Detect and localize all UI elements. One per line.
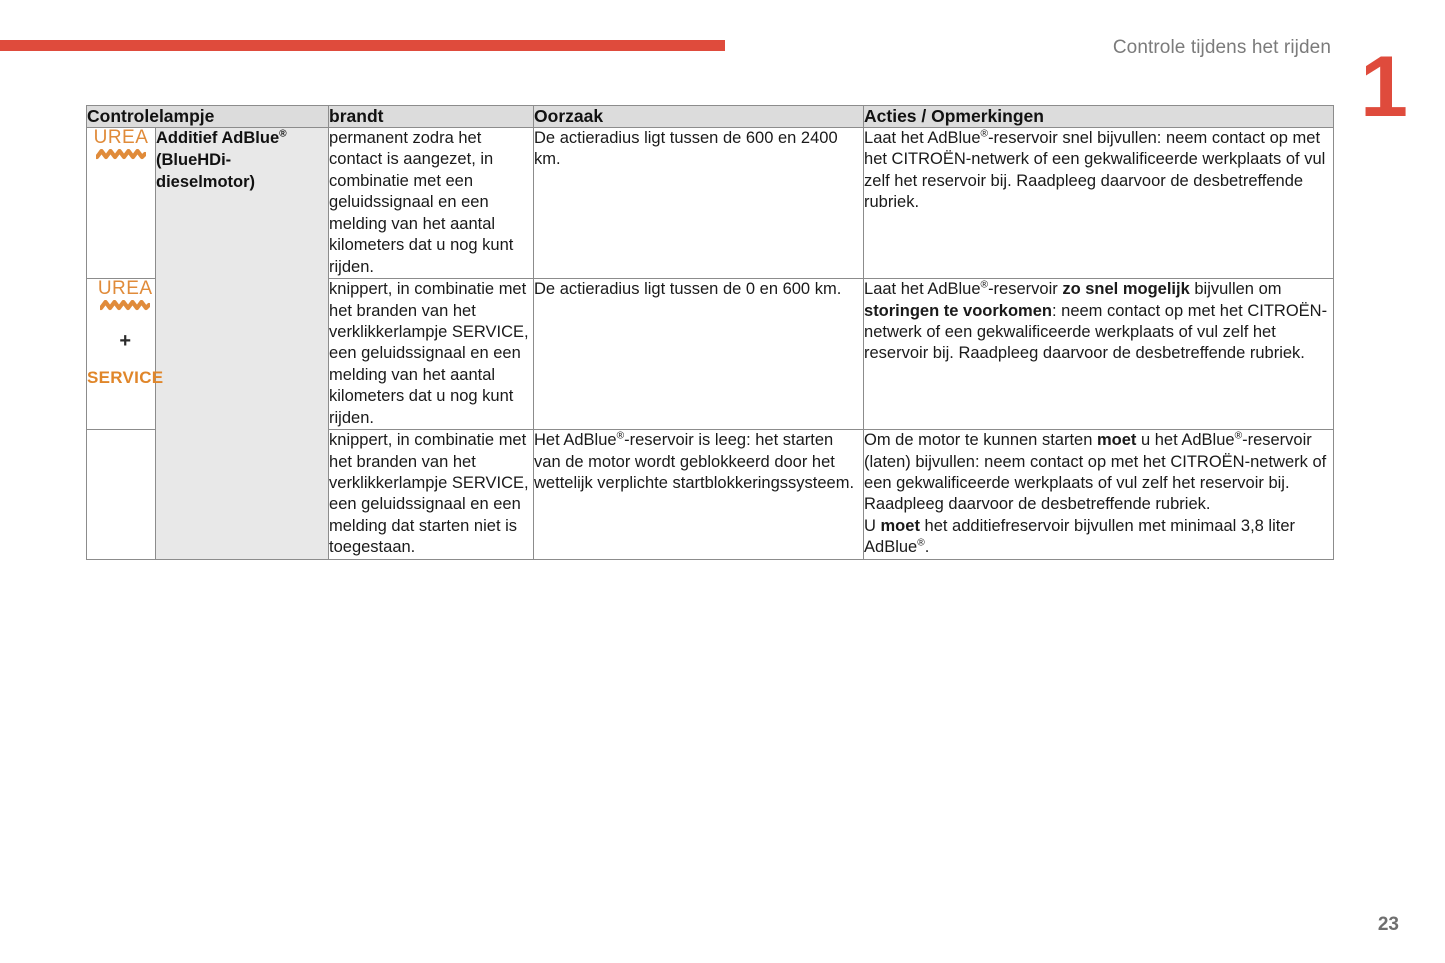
column-header-brandt: brandt (329, 106, 534, 128)
acties-text-part-4: : neem contact op met het CITROËN-netwerk of een gekwalificeerde werkplaats of vul zelf het reservoir bij. Raadpleeg daarvoor de desbetreffende rubriek. (864, 301, 1328, 363)
table-header (87, 106, 1334, 128)
acties-cell-2 (864, 279, 1334, 430)
registered-mark: ® (1234, 430, 1243, 442)
table-body (87, 128, 1334, 560)
warning-lamp-icon-cell-1 (87, 128, 156, 279)
acties-emphasis-1: moet (1096, 431, 1137, 450)
acties-text-part-2: -reservoir (988, 280, 1063, 299)
name-line-2: (BlueHDi- (156, 150, 232, 169)
acties-text-part-2: u het AdBlue (1136, 431, 1235, 450)
name-line-3: dieselmotor) (156, 172, 256, 191)
acties-text-part-6: . (924, 538, 930, 557)
acties-text-part-3: -reservoir (laten) bijvullen: neem contact op met het CITROËN-netwerk of een gekwalificeerde werkplaats of vul zelf het reservoir bij. Raadpleeg daarvoor de desbetreffende rubriek. (864, 431, 1327, 514)
registered-mark: ® (279, 128, 287, 140)
page-title: Controle tijdens het rijden (1112, 37, 1331, 58)
acties-text-part-3: bijvullen om (1189, 280, 1282, 299)
column-header-acties: Acties / Opmerkingen (864, 106, 1334, 128)
acties-emphasis-2: storingen te voorkomen (864, 301, 1052, 320)
warning-lamp-name-cell (156, 128, 329, 560)
column-header-oorzaak: Oorzaak (534, 106, 864, 128)
registered-mark: ® (616, 430, 625, 442)
oorzaak-text-part-1: Het AdBlue (534, 431, 617, 450)
acties-text-part-1: Om de motor te kunnen starten (864, 431, 1097, 450)
header-accent-rule (0, 40, 725, 51)
acties-text-part-4: U (864, 516, 881, 535)
service-label: SERVICE (87, 368, 164, 388)
registered-mark: ® (917, 537, 925, 549)
page-number: 23 (1377, 914, 1399, 935)
brandt-cell-2: knippert, in combinatie met het branden van het verklikkerlampje SERVICE, een geluidssignaal en een melding van het aantal kilometers dat u nog kunt rijden. (329, 279, 534, 430)
urea-service-icon (87, 279, 163, 386)
acties-text-part-1: Laat het AdBlue (864, 129, 981, 147)
oorzaak-cell-2: De actieradius ligt tussen de 0 en 600 km. (534, 279, 864, 430)
acties-cell-3 (864, 430, 1334, 560)
warning-lamp-icon-cell-2 (87, 278, 164, 430)
warning-lamp-icon-cell-3 (87, 430, 156, 560)
acties-text-part-5: het additiefreservoir bijvullen met minimaal 3,8 liter AdBlue (864, 516, 1296, 557)
acties-text-part-2: -reservoir snel bijvullen: neem contact op met het CITROËN-netwerk of een gekwalificeerde werkplaats of vul zelf het reservoir bij. Raadpleeg daarvoor de desbetreffende rubriek. (864, 129, 1326, 212)
table-header-row (87, 106, 1334, 128)
acties-emphasis-1: zo snel mogelijk (1062, 280, 1190, 299)
acties-text-part-1: Laat het AdBlue (864, 280, 981, 299)
brandt-cell-1: permanent zodra het contact is aangezet, in combinatie met een geluidssignaal en een melding van het aantal kilometers dat u nog kunt rijden. (329, 128, 534, 279)
registered-mark: ® (980, 279, 989, 291)
table-row (87, 128, 1334, 279)
registered-mark: ® (980, 128, 989, 140)
urea-label: UREA (93, 127, 149, 148)
urea-wave-icon (100, 300, 150, 311)
acties-cell-1 (864, 128, 1334, 279)
urea-wave-icon (96, 149, 146, 160)
plus-icon: + (119, 330, 132, 353)
warning-lamp-table-container (86, 105, 1333, 560)
name-line-1: Additief AdBlue (156, 129, 280, 147)
urea-label: UREA (97, 278, 153, 300)
oorzaak-cell-3 (534, 430, 864, 560)
brandt-cell-3: knippert, in combinatie met het branden van het verklikkerlampje SERVICE, een geluidssignaal en een melding dat starten niet is toegestaan. (329, 430, 534, 560)
oorzaak-cell-1: De actieradius ligt tussen de 600 en 2400 km. (534, 128, 864, 279)
oorzaak-text-part-2: -reservoir is leeg: het starten van de motor wordt geblokkeerd door het wettelijk verplichte startblokkeringssysteem. (534, 431, 855, 492)
chapter-number-tab: 1 (1360, 39, 1408, 135)
urea-icon (94, 128, 149, 160)
warning-lamp-table (86, 105, 1334, 560)
column-header-controlelampje: Controlelampje (87, 106, 329, 128)
acties-emphasis-2: moet (880, 516, 920, 535)
